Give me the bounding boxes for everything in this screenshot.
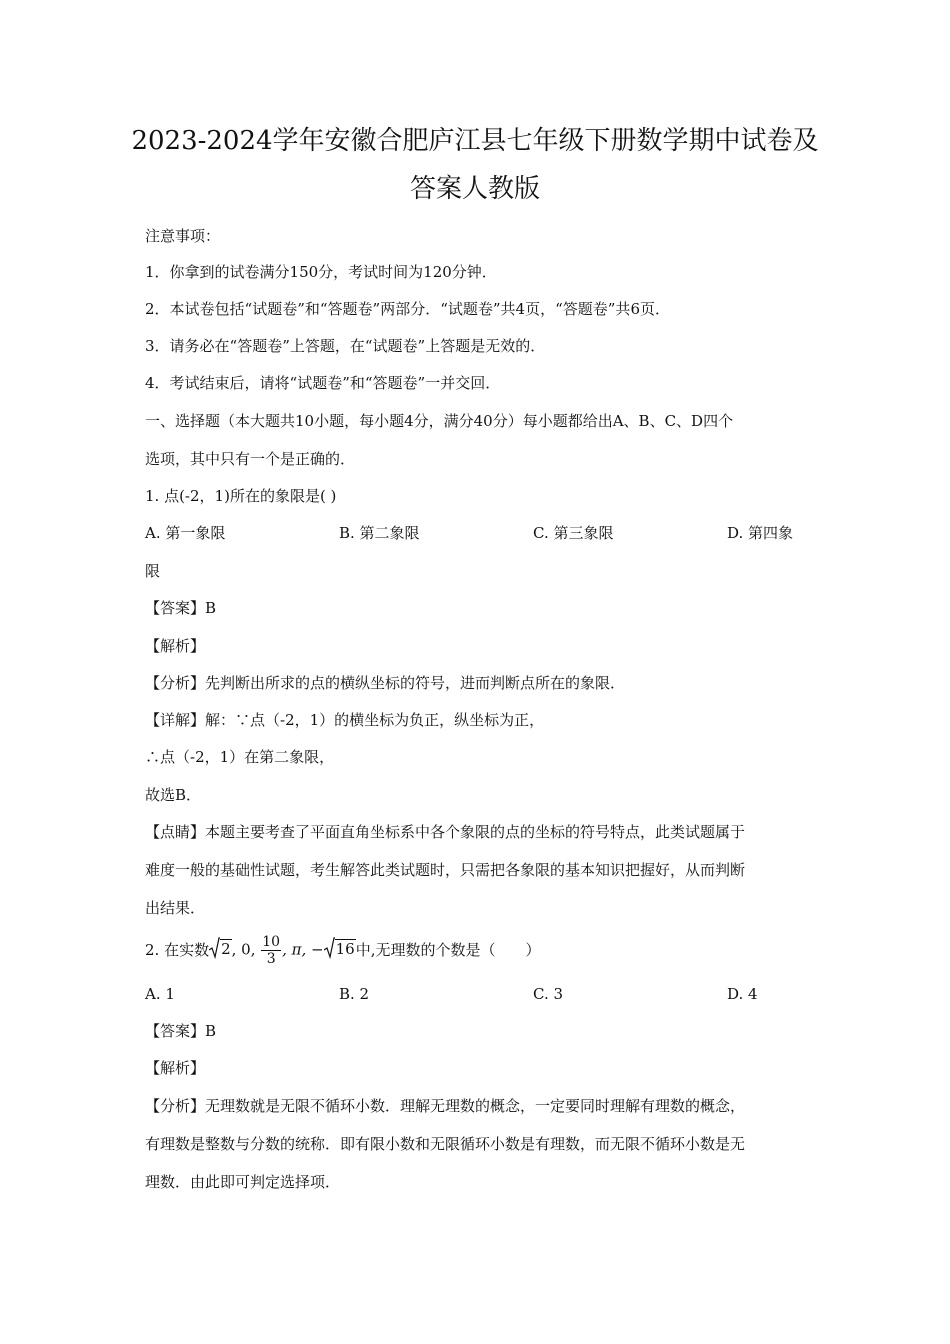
- q1-fenxi: 【分析】先判断出所求的点的横纵坐标的符号，进而判断点所在的象限．: [145, 674, 626, 692]
- q2-answer: 【答案】B: [145, 1022, 217, 1040]
- q1-option-a: A. 第一象限: [145, 524, 226, 542]
- notice-item-1: 1．你拿到的试卷满分150分，考试时间为120分钟．: [145, 263, 497, 281]
- sqrt-symbol-2: [324, 937, 335, 964]
- notice-item-4: 4．考试结束后，请将“试题卷”和“答题卷”一并交回．: [145, 374, 501, 392]
- q1-option-b: B. 第二象限: [339, 524, 420, 542]
- q1-dianjing-line-3: 出结果．: [145, 899, 206, 917]
- q1-analysis-heading: 【解析】: [145, 637, 206, 655]
- q2-option-c: C. 3: [533, 985, 564, 1003]
- document-title-line-1: 2023-2024学年安徽合肥庐江县七年级下册数学期中试卷及: [131, 126, 819, 156]
- q2-option-b: B. 2: [339, 985, 370, 1003]
- q2-stem-prefix: 2. 在实数: [145, 941, 210, 959]
- q2-fenxi-line-3: 理数．由此即可判定选择项．: [145, 1173, 341, 1191]
- fraction-denominator: 3: [266, 950, 276, 967]
- q1-choose: 故选B．: [145, 786, 202, 804]
- section-heading-line-2: 选项，其中只有一个是正确的．: [145, 450, 356, 468]
- q1-dianjing-line-2: 难度一般的基础性试题，考生解答此类试题时，只需把各象限的基本知识把握好，从而判断: [145, 861, 746, 879]
- math-separator-1: , 0,: [231, 940, 261, 958]
- q2-stem-suffix: 中,无理数的个数是（ ）: [355, 941, 541, 959]
- q1-option-c: C. 第三象限: [533, 524, 614, 542]
- document-title-line-2: 答案人教版: [409, 174, 540, 204]
- q2-math-expression: [209, 934, 356, 967]
- q2-option-a: A. 1: [145, 985, 175, 1003]
- q1-dianjing-line-1: 【点睛】本题主要考查了平面直角坐标系中各个象限的点的坐标的符号特点，此类试题属于: [145, 823, 746, 841]
- notice-item-2: 2．本试卷包括“试题卷”和“答题卷”两部分．“试题卷”共4页，“答题卷”共6页．: [145, 300, 670, 318]
- notice-heading: 注意事项：: [145, 227, 221, 245]
- q1-option-d: D. 第四象: [727, 524, 794, 542]
- fraction-numerator: 10: [262, 933, 281, 950]
- q1-option-d-wrap: 限: [145, 562, 161, 580]
- q2-option-d: D. 4: [727, 985, 758, 1003]
- sqrt-symbol: [209, 937, 220, 964]
- q2-fenxi-line-1: 【分析】无理数就是无限不循环小数．理解无理数的概念，一定要同时理解有理数的概念，: [145, 1097, 746, 1115]
- q2-stem: [145, 932, 540, 968]
- q1-answer: 【答案】B: [145, 599, 217, 617]
- q1-therefore: ∴点（-2，1）在第二象限，: [145, 748, 335, 766]
- q1-xiangjie: 【详解】解：∵点（-2，1）的横坐标为负正，纵坐标为正，: [145, 711, 545, 729]
- math-separator-2: , π, −: [282, 940, 324, 958]
- notice-item-3: 3．请务必在“答题卷”上答题，在“试题卷”上答题是无效的．: [145, 337, 546, 355]
- q2-analysis-heading: 【解析】: [145, 1059, 206, 1077]
- sqrt-radicand-2: 16: [335, 940, 355, 958]
- q1-stem: 1. 点(-2，1)所在的象限是( ): [145, 487, 337, 505]
- section-heading-line-1: 一、选择题（本大题共10小题，每小题4分，满分40分）每小题都给出A、B、C、D四个: [145, 412, 734, 430]
- fraction: [261, 934, 281, 967]
- sqrt-radicand-1: 2: [221, 940, 231, 958]
- q2-fenxi-line-2: 有理数是整数与分数的统称．即有限小数和无限循环小数是有理数，而无限不循环小数是无: [145, 1135, 746, 1153]
